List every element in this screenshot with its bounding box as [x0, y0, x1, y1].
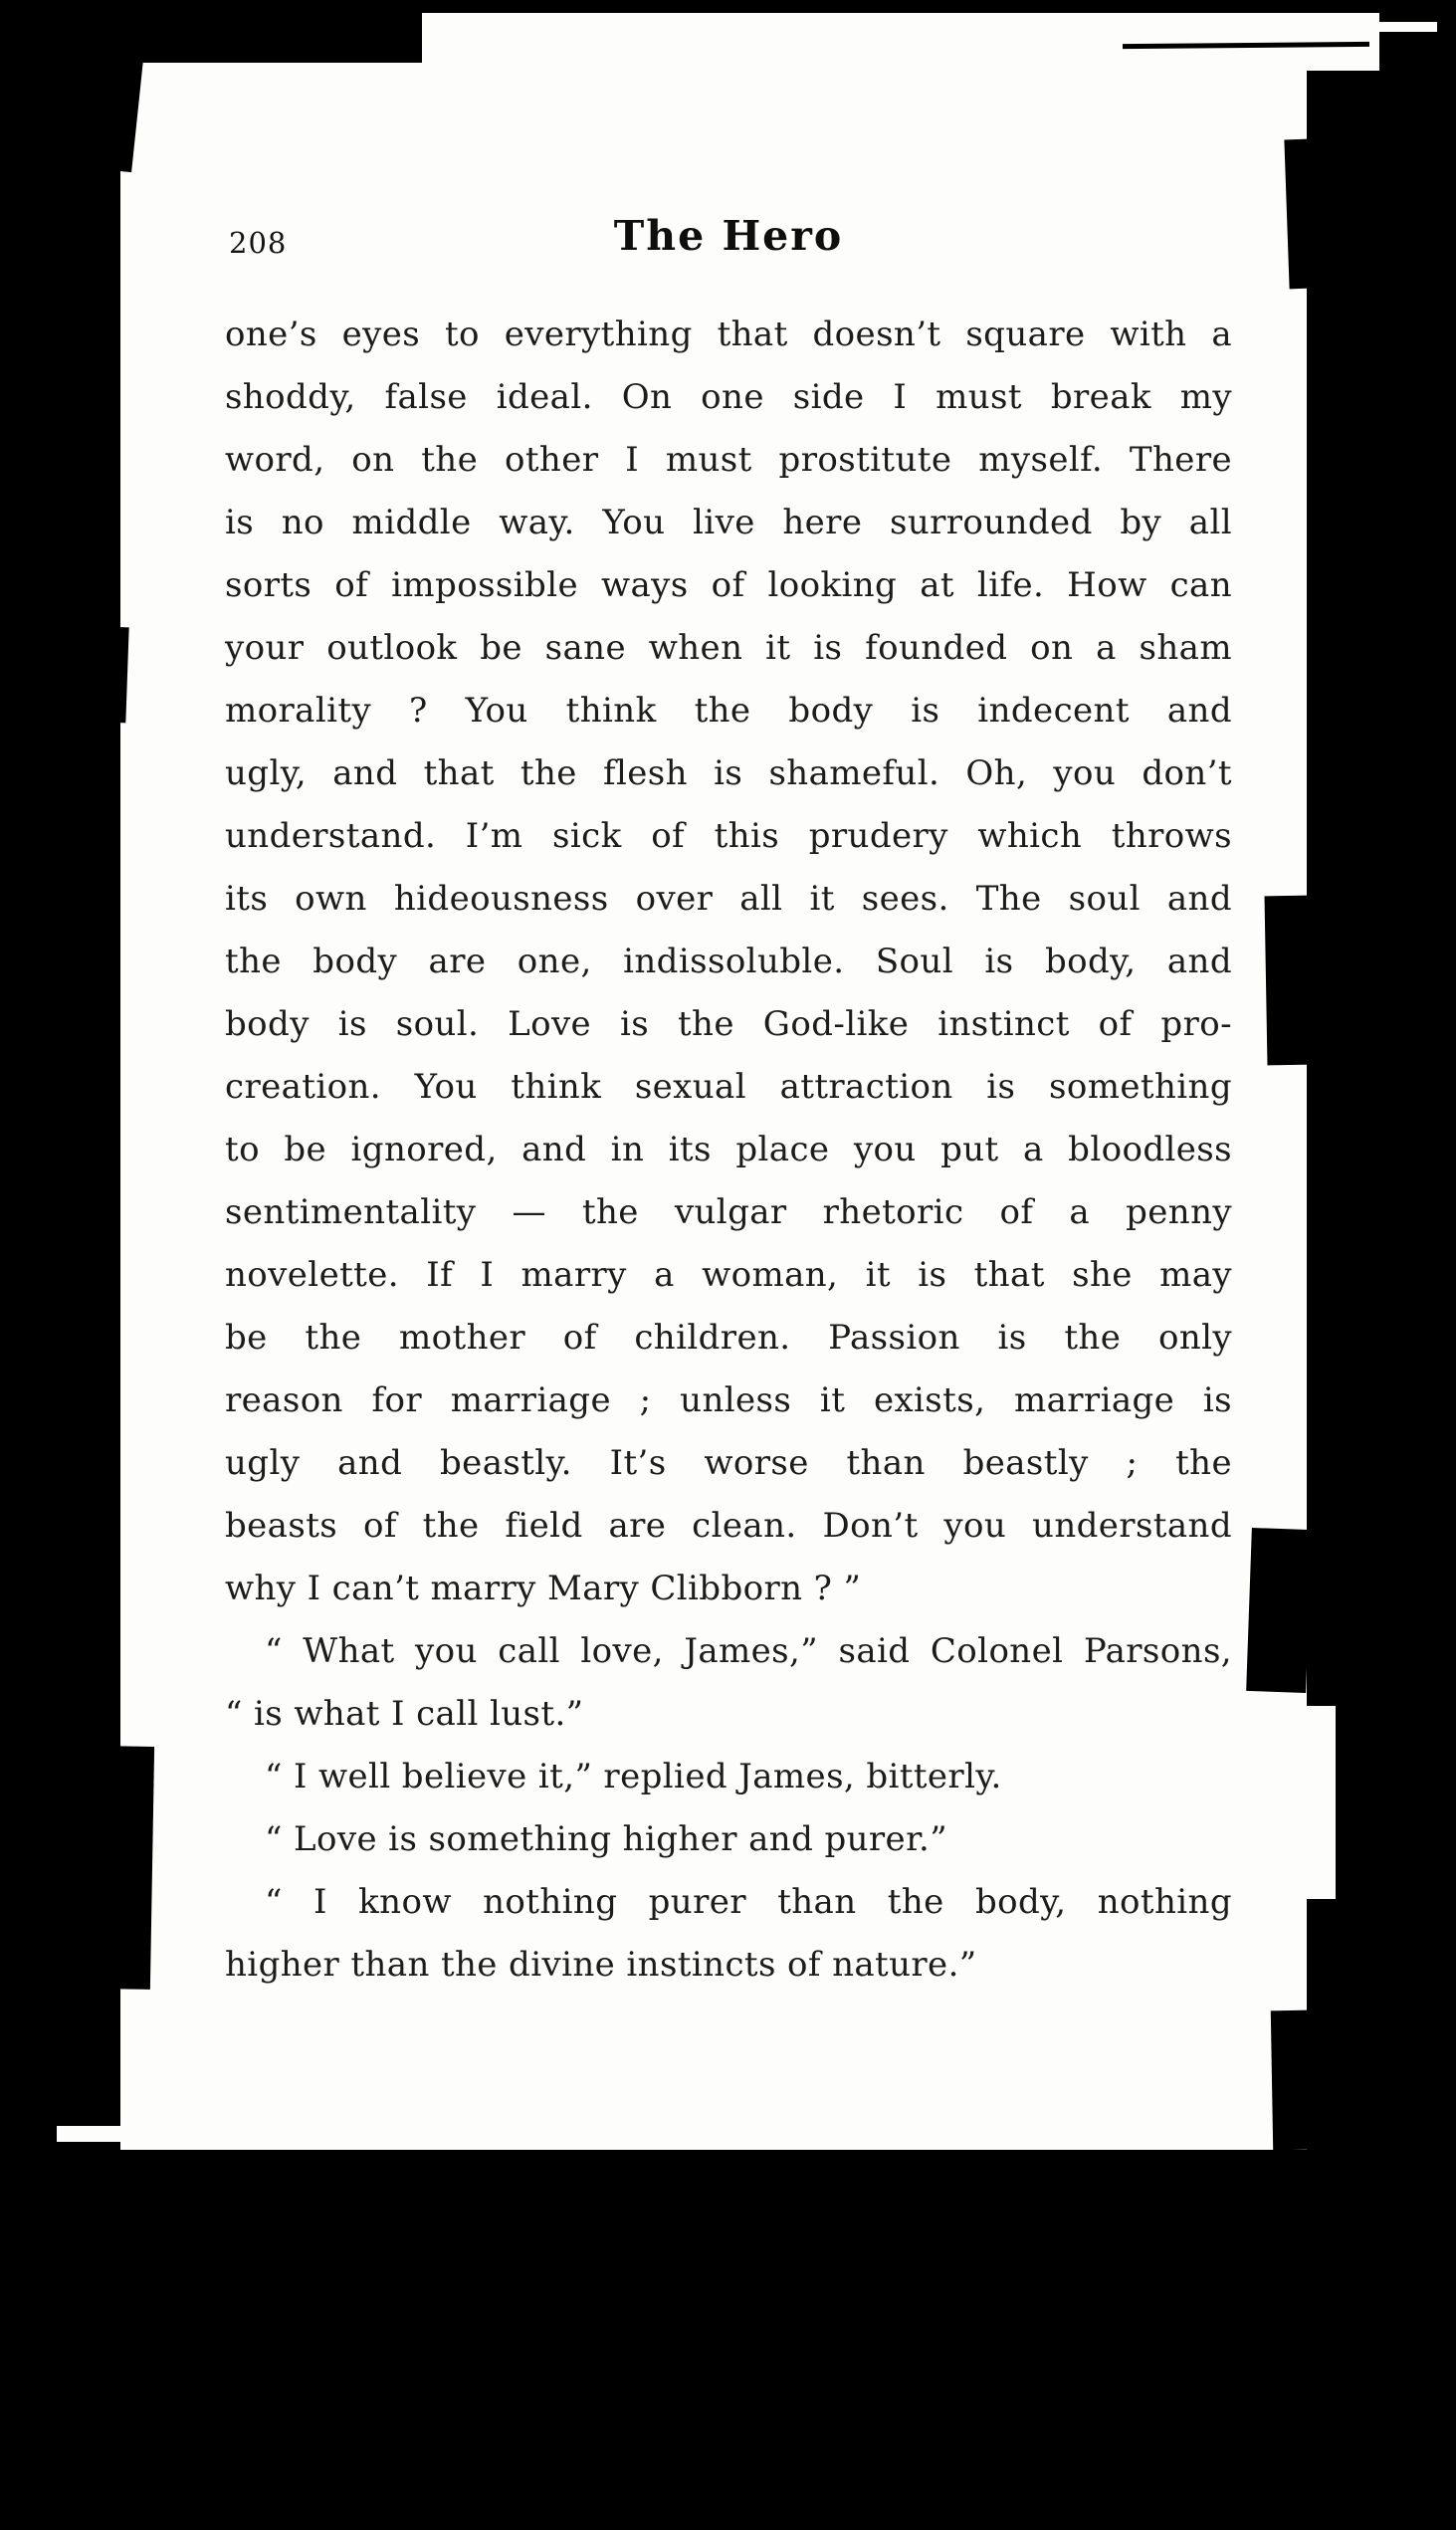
text-line: “ What you call love, James,” said Colonel Parsons,	[265, 1631, 1232, 1671]
book-page	[120, 63, 1307, 2150]
text-line: ugly, and that the flesh is shameful. Oh, you don’t	[225, 753, 1232, 793]
text-line: to be ignored, and in its place you put a bloodless	[225, 1130, 1232, 1169]
text-line: its own hideousness over all it sees. The soul and	[225, 879, 1232, 919]
text-line: morality ? You think the body is indecent and	[225, 691, 1232, 731]
text-line: “ Love is something higher and purer.”	[265, 1819, 947, 1859]
scan-artifact-left-lower	[43, 1745, 154, 1990]
text-line: shoddy, false ideal. On one side I must break my	[225, 377, 1232, 417]
page-header	[225, 212, 1232, 282]
text-line: reason for marriage ; unless it exists, marriage is	[225, 1380, 1232, 1420]
text-line: be the mother of children. Passion is the only	[225, 1318, 1232, 1358]
scan-artifact-top-band	[422, 13, 1379, 71]
text-line: your outlook be sane when it is founded on a sham	[225, 628, 1232, 668]
text-line: “ I know nothing purer than the body, nothing	[265, 1882, 1232, 1922]
text-line: novelette. If I marry a woman, it is that she may	[225, 1255, 1232, 1295]
scan-artifact-right-protrusion	[1304, 1706, 1336, 1899]
scan-artifact-right-lower-mid	[1246, 1528, 1312, 1693]
text-line: the body are one, indissoluble. Soul is body, and	[225, 942, 1232, 981]
scan-artifact-left-mid	[105, 627, 128, 724]
text-line: higher than the divine instincts of nature.”	[225, 1945, 977, 1985]
page-title: The Hero	[613, 212, 844, 260]
text-line: “ I well believe it,” replied James, bitterly.	[265, 1757, 1002, 1796]
text-line: is no middle way. You live here surrounded by all	[225, 503, 1232, 542]
text-line: why I can’t marry Mary Clibborn ? ”	[225, 1569, 862, 1608]
text-line: one’s eyes to everything that doesn’t square with a	[225, 315, 1232, 354]
text-line: sentimentality — the vulgar rhetoric of a penny	[225, 1192, 1232, 1232]
text-line: “ is what I call lust.”	[225, 1694, 584, 1734]
text-line: sorts of impossible ways of looking at life. How can	[225, 565, 1232, 605]
text-line: understand. I’m sick of this prudery which throws	[225, 816, 1232, 856]
text-line: word, on the other I must prostitute myself. There	[225, 440, 1232, 480]
scan-artifact-top-right-sliver	[1379, 22, 1437, 32]
scan-artifact-bottom-left-dash	[57, 2126, 168, 2142]
page-number: 208	[229, 226, 288, 260]
text-line: creation. You think sexual attraction is something	[225, 1067, 1232, 1107]
scan-artifact-right-upper	[1284, 139, 1313, 290]
text-line: ugly and beastly. It’s worse than beastly ; the	[225, 1443, 1232, 1483]
scan-artifact-right-mid	[1265, 896, 1312, 1066]
text-line: beasts of the field are clean. Don’t you understand	[225, 1506, 1232, 1546]
page-text	[225, 304, 1232, 1997]
text-line: body is soul. Love is the God-like instinct of pro-	[225, 1004, 1232, 1044]
scan-artifact-right-bottom	[1271, 2010, 1311, 2151]
